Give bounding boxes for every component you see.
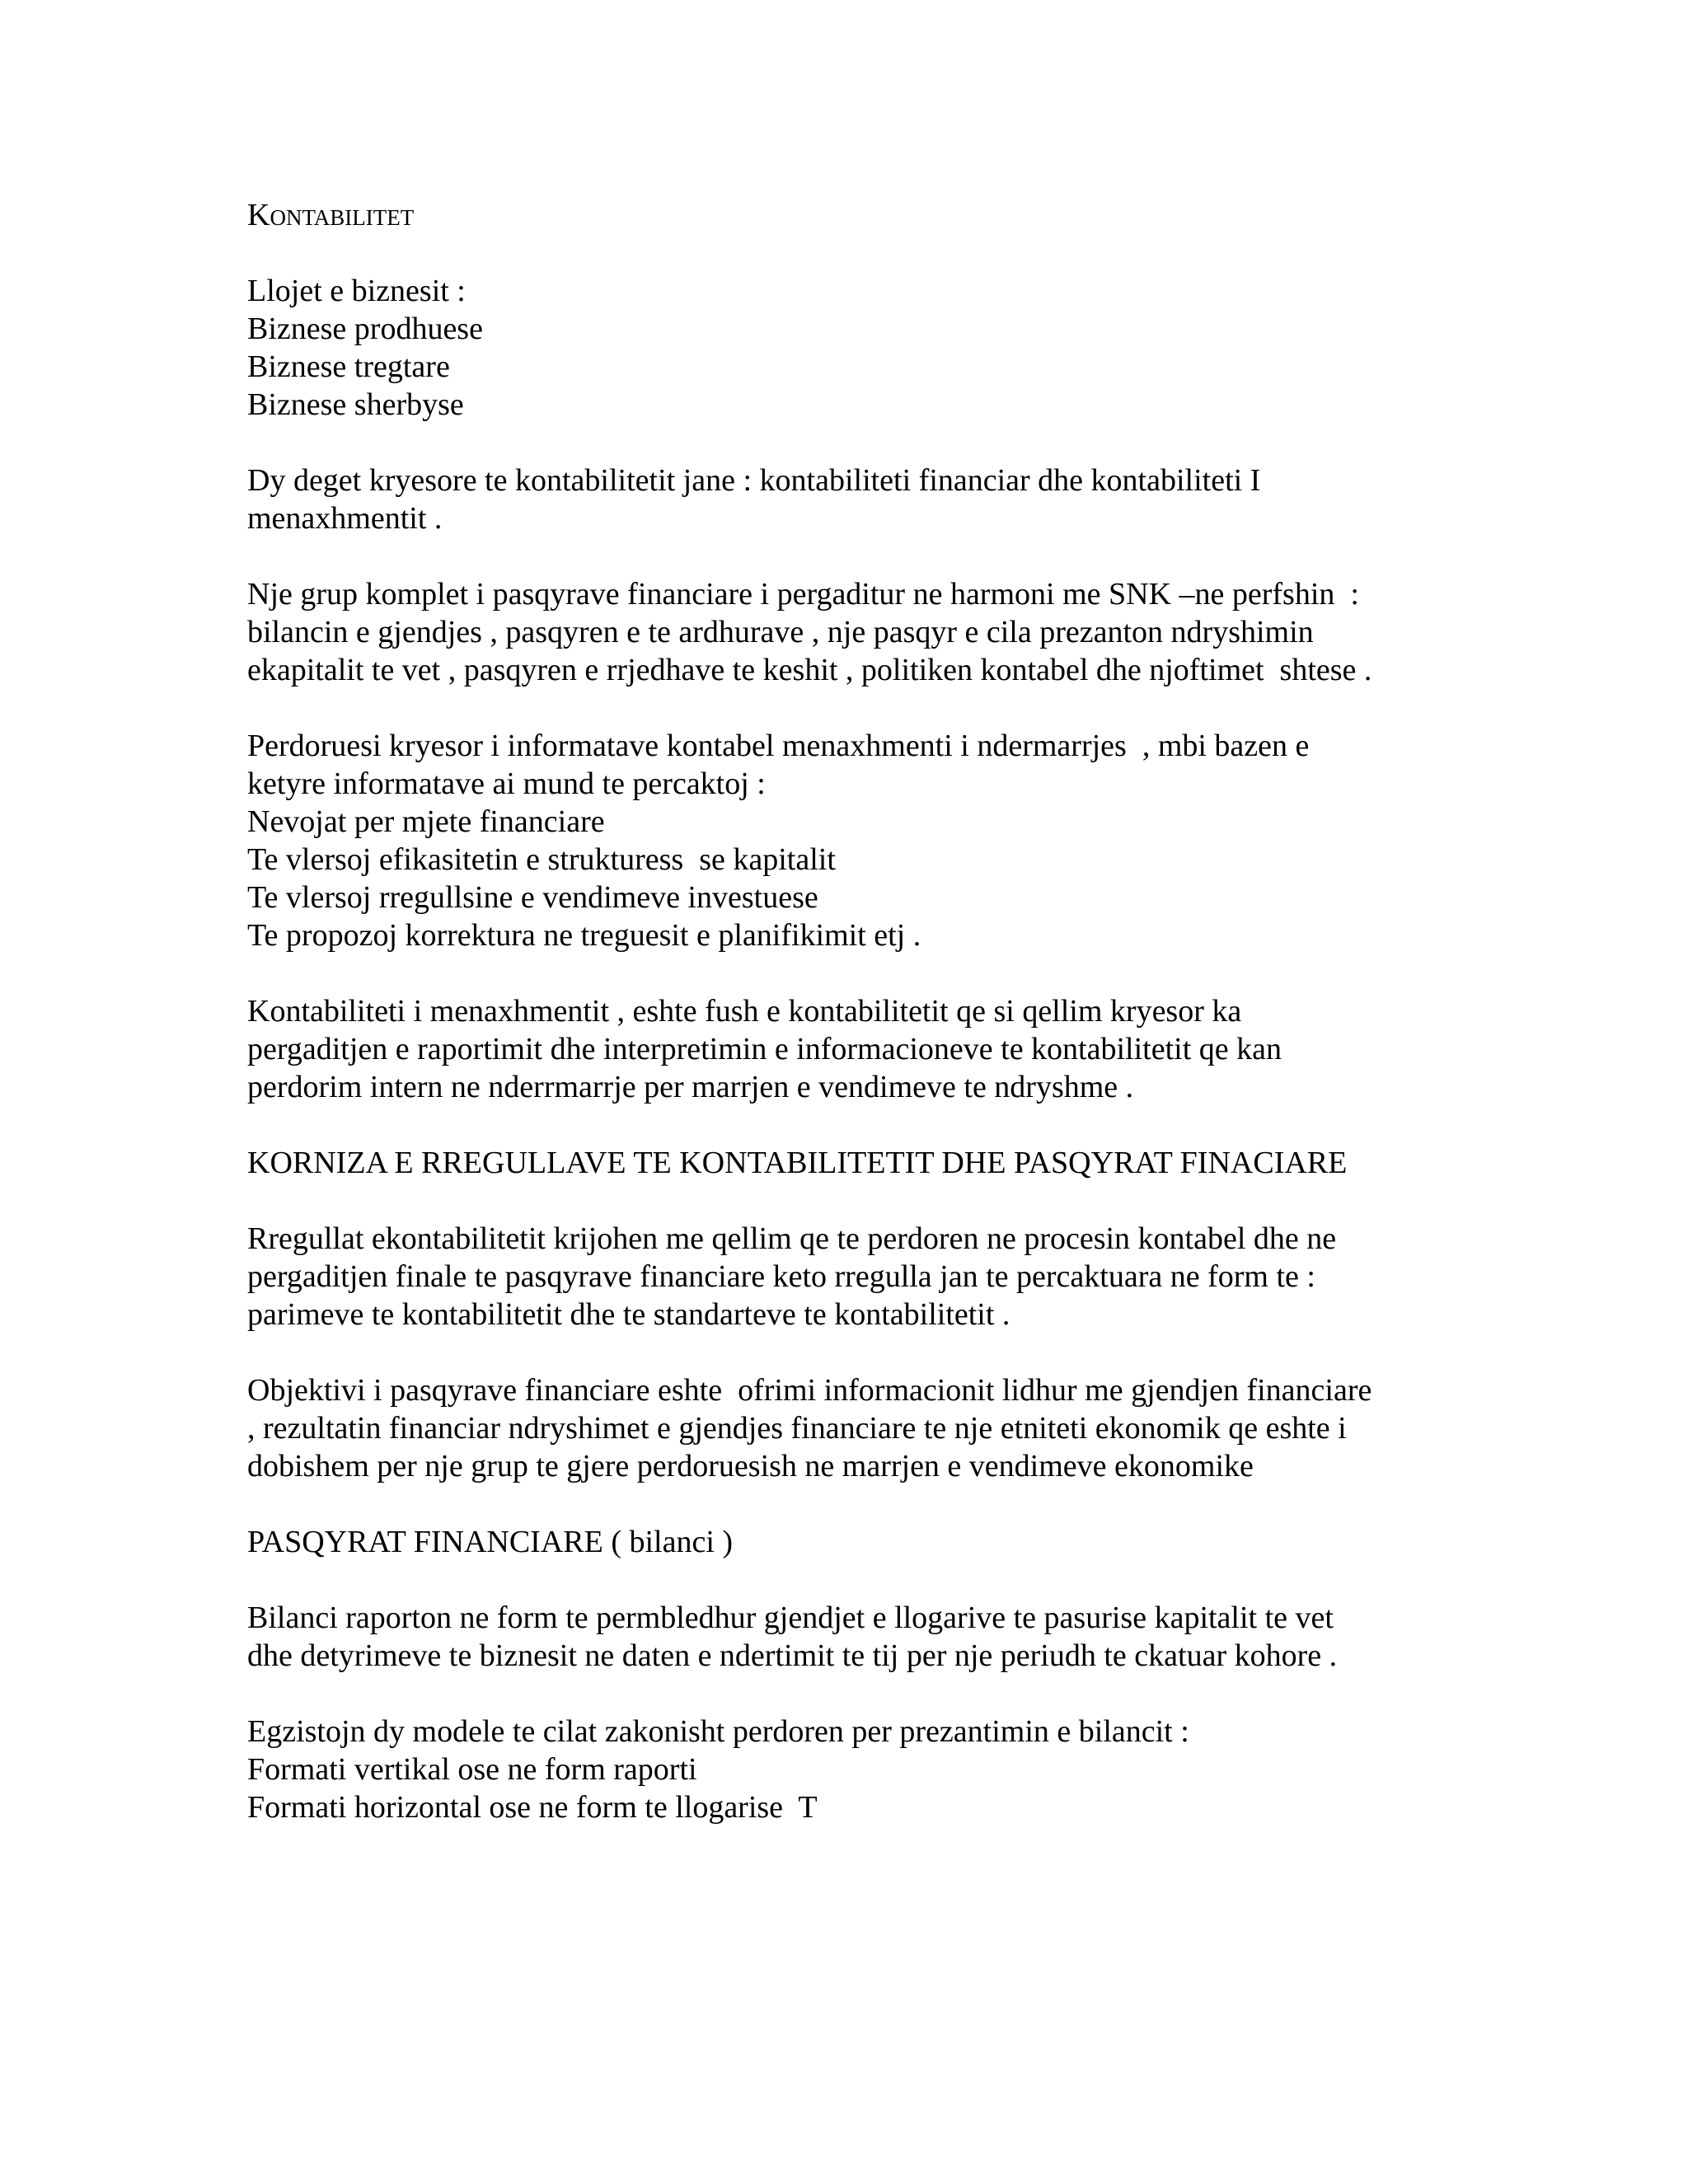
text-line: Biznese tregtare xyxy=(247,349,450,384)
paragraph-main-user xyxy=(247,727,1451,954)
paragraph-objective xyxy=(247,1371,1451,1485)
text-line: Te vlersoj efikasitetin e strukturess se kapitalit xyxy=(247,842,836,877)
paragraph-financial-statements xyxy=(247,575,1451,689)
paragraph-management-accounting xyxy=(247,992,1451,1106)
section-title-balance: PASQYRAT FINANCIARE ( bilanci ) xyxy=(247,1525,734,1559)
text-line: Formati horizontal ose ne form te llogarise T xyxy=(247,1790,818,1825)
text-line: Biznese prodhuese xyxy=(247,312,483,346)
text-line: Rregullat ekontabilitetit krijohen me qellim qe te perdoren ne procesin kontabel dhe ne xyxy=(247,1221,1337,1256)
paragraph-balance xyxy=(247,1599,1451,1675)
text-line: perdorim intern ne nderrmarrje per marrjen e vendimeve te ndryshme . xyxy=(247,1070,1134,1104)
text-line: Objektivi i pasqyrave financiare eshte ofrimi informacionit lidhur me gjendjen financiare xyxy=(247,1373,1372,1408)
section-title-framework: KORNIZA E RREGULLAVE TE KONTABILITETIT DHE PASQYRAT FINACIARE xyxy=(247,1146,1348,1180)
text-line: pergaditjen finale te pasqyrave financiare keto rregulla jan te percaktuara ne form te : xyxy=(247,1259,1315,1294)
paragraph-branches xyxy=(247,462,1451,537)
paragraph-formats xyxy=(247,1713,1451,1826)
text-line: Biznese sherbyse xyxy=(247,387,464,422)
text-line: menaxhmentit . xyxy=(247,501,443,536)
text-line: Egzistojn dy modele te cilat zakonisht perdoren per prezantimin e bilancit : xyxy=(247,1714,1189,1749)
document-body xyxy=(247,196,1451,1864)
text-line: Dy deget kryesore te kontabilitetit jane : kontabiliteti financiar dhe kontabiliteti I xyxy=(247,463,1261,498)
text-line: parimeve te kontabilitetit dhe te standarteve te kontabilitetit . xyxy=(247,1297,1010,1332)
text-line: bilancin e gjendjes , pasqyren e te ardhurave , nje pasqyr e cila prezanton ndryshimin xyxy=(247,615,1314,649)
text-line: Nevojat per mjete financiare xyxy=(247,804,605,839)
text-line: Nje grup komplet i pasqyrave financiare i pergaditur ne harmoni me SNK –ne perfshin : xyxy=(247,577,1359,612)
text-line: Bilanci raporton ne form te permbledhur gjendjet e llogarive te pasurise kapitalit te vet xyxy=(247,1601,1334,1635)
document-heading: Kontabilitet xyxy=(247,198,415,232)
text-line: dhe detyrimeve te biznesit ne daten e ndertimit te tij per nje periudh te ckatuar kohore . xyxy=(247,1638,1338,1673)
text-line: ekapitalit te vet , pasqyren e rrjedhave te keshit , politiken kontabel dhe njoftimet shtese . xyxy=(247,653,1372,687)
text-line: Llojet e biznesit : xyxy=(247,274,466,308)
text-line: Te vlersoj rregullsine e vendimeve investuese xyxy=(247,880,818,915)
text-line: Te propozoj korrektura ne treguesit e planifikimit etj . xyxy=(247,918,921,953)
text-line: Perdoruesi kryesor i informatave kontabel menaxhmenti i ndermarrjes , mbi bazen e xyxy=(247,729,1310,763)
business-types-list xyxy=(247,272,1451,424)
text-line: dobishem per nje grup te gjere perdoruesish ne marrjen e vendimeve ekonomike xyxy=(247,1449,1254,1483)
paragraph-rules xyxy=(247,1220,1451,1333)
text-line: pergaditjen e raportimit dhe interpretimin e informacioneve te kontabilitetit qe kan xyxy=(247,1032,1282,1066)
text-line: , rezultatin financiar ndryshimet e gjendjes financiare te nje etniteti ekonomik qe eshte i xyxy=(247,1411,1347,1446)
text-line: Kontabiliteti i menaxhmentit , eshte fush e kontabilitetit qe si qellim kryesor ka xyxy=(247,994,1242,1029)
text-line: Formati vertikal ose ne form raporti xyxy=(247,1752,697,1787)
text-line: ketyre informatave ai mund te percaktoj : xyxy=(247,766,766,801)
